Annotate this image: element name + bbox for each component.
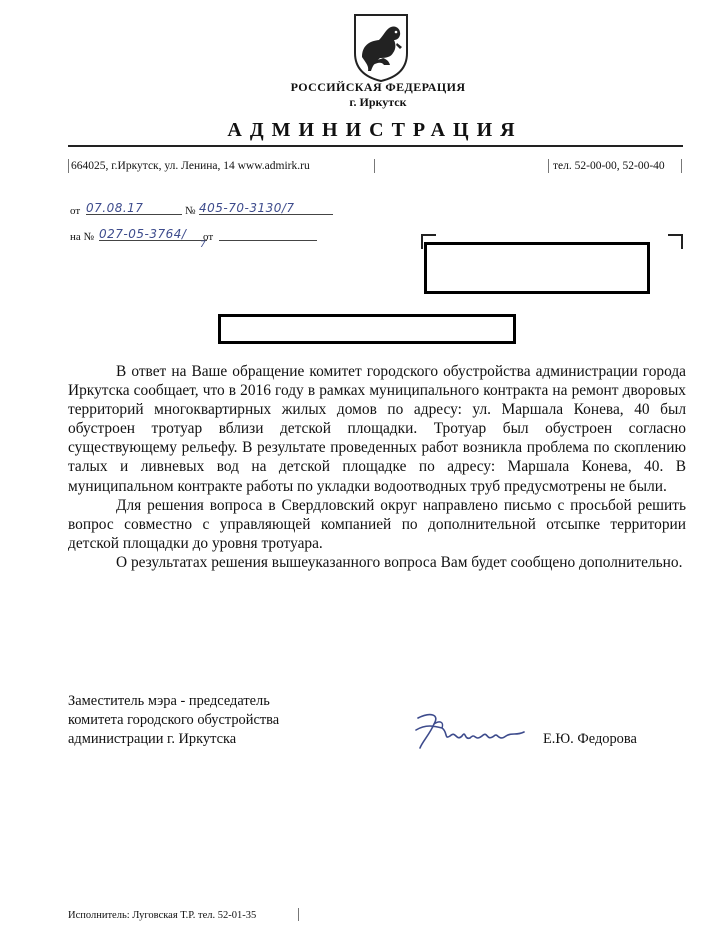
date-label: от	[70, 205, 81, 217]
letter-body	[68, 362, 686, 572]
address-corner-mark	[668, 234, 683, 249]
number-field	[199, 199, 333, 215]
signatory-name: Е.Ю. Федорова	[543, 731, 637, 747]
organization-title: АДМИНИСТРАЦИЯ	[227, 119, 523, 141]
reply-number-field	[99, 225, 207, 241]
executor-info: Исполнитель: Луговская Т.Р. тел. 52-01-35	[68, 910, 257, 921]
body-paragraph: Для решения вопроса в Свердловский округ направлено письмо с просьбой решить вопрос совместно с управляющей компанией по дополнительной отсыпке территории детской площадки до уровня тротуара.	[68, 496, 686, 552]
reply-number-label: на №	[70, 231, 95, 243]
reply-number-suffix: 7	[200, 240, 207, 250]
position-line: администрации г. Иркутска	[68, 731, 237, 747]
divider-mark	[374, 159, 375, 173]
signatory-position	[68, 692, 279, 749]
divider-mark	[681, 159, 682, 173]
divider-mark	[68, 159, 69, 173]
handwritten-signature	[412, 708, 530, 754]
divider-mark	[548, 159, 549, 173]
irkutsk-coat-of-arms-icon	[353, 13, 409, 83]
redacted-recipient	[424, 242, 650, 294]
body-paragraph: В ответ на Ваше обращение комитет городского обустройства администрации города Иркутска сообщает, что в 2016 году в рамках муниципального контракта на ремонт дворовых территорий многоквартирных жилых домов по адресу: ул. Маршала Конева, 40 был обустроен тротуар вблизи детской площадки. Тротуар был обустроен согласно существующему рельефу. В результате проведенных работ возникла проблема по скоплению талых и ливневых вод на детской площадке по адресу: Маршала Конева, 40. В муниципальном контракте работы по укладки водоотводных труб предусмотрены не были.	[68, 363, 686, 495]
body-paragraph: О результатах решения вышеуказанного вопроса Вам будет сообщено дополнительно.	[116, 553, 683, 571]
position-line: комитета городского обустройства	[68, 712, 280, 728]
country-title: РОССИЙСКАЯ ФЕДЕРАЦИЯ	[290, 80, 466, 94]
reply-date-field	[219, 225, 317, 241]
divider-mark	[298, 908, 299, 921]
date-field	[86, 199, 182, 215]
number-value: 405-70-3130/7	[199, 201, 295, 215]
number-label: №	[185, 205, 196, 217]
reply-date-label: от	[203, 231, 214, 243]
phone-line: тел. 52-00-00, 52-00-40	[553, 160, 665, 172]
date-value: 07.08.17	[86, 201, 144, 215]
reply-number-value: 027-05-3764/	[99, 227, 187, 241]
position-line: Заместитель мэра - председатель	[68, 693, 270, 709]
city-title: г. Иркутск	[349, 95, 407, 109]
header-divider	[68, 145, 683, 147]
redacted-subject	[218, 314, 516, 344]
address-line: 664025, г.Иркутск, ул. Ленина, 14 www.admirk.ru	[71, 160, 310, 172]
